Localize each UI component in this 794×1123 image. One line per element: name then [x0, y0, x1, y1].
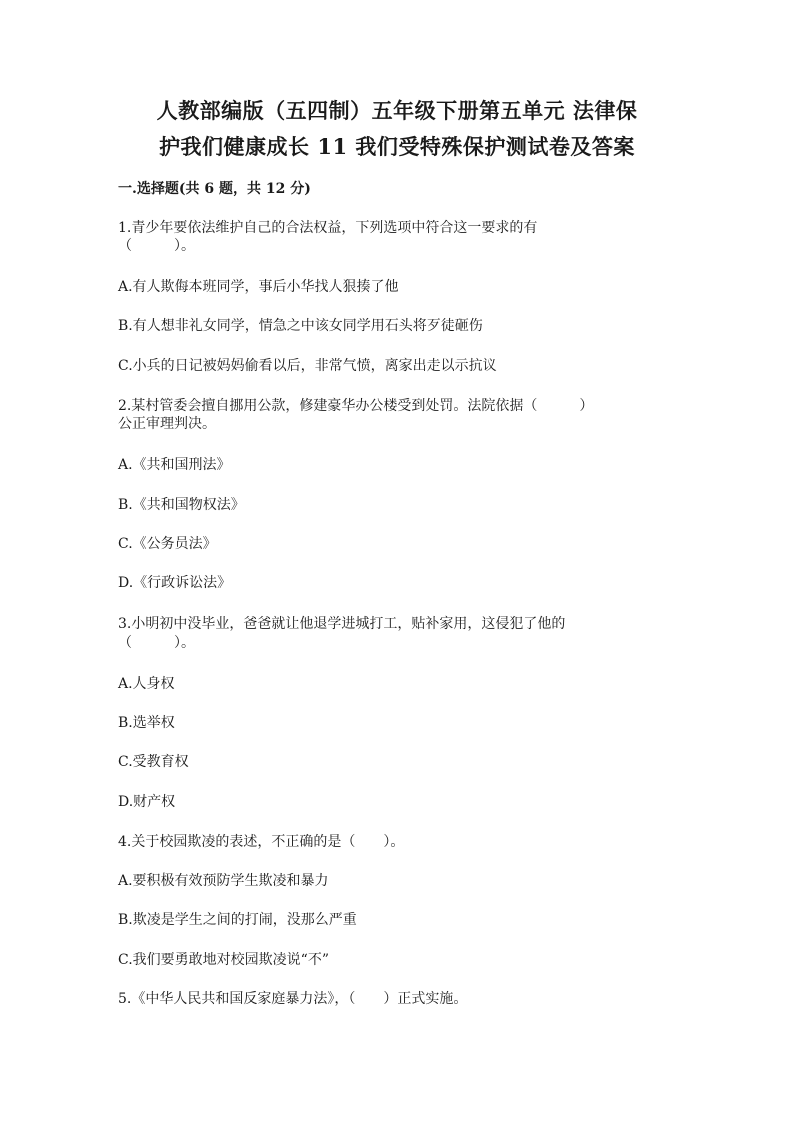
question-2-stem-line-2: 公正审理判决。	[118, 416, 216, 432]
question-3-stem-line-2: （ ）。	[118, 635, 195, 651]
question-3-stem-line-1: 3.小明初中没毕业，爸爸就让他退学进城打工，贴补家用，这侵犯了他的	[118, 616, 566, 632]
question-2-stem-line-1: 2.某村管委会擅自挪用公款，修建豪华办公楼受到处罚。法院依据（ ）	[118, 398, 594, 414]
question-1-option-b: B.有人想非礼女同学，情急之中该女同学用石头将歹徒砸伤	[118, 318, 483, 334]
document-title-line-2: 护我们健康成长 11 我们受特殊保护测试卷及答案	[159, 134, 635, 159]
question-2-option-d: D.《行政诉讼法》	[118, 575, 232, 591]
question-3-option-c: C.受教育权	[118, 754, 189, 770]
question-1-option-c: C.小兵的日记被妈妈偷看以后，非常气愤，离家出走以示抗议	[118, 358, 497, 374]
document-title-line-1: 人教部编版（五四制）五年级下册第五单元 法律保	[156, 98, 638, 123]
question-4-option-b: B.欺凌是学生之间的打闹，没那么严重	[118, 912, 357, 928]
question-1-stem-line-1: 1.青少年要依法维护自己的合法权益，下列选项中符合这一要求的有	[118, 220, 538, 236]
question-2-option-b: B.《共和国物权法》	[118, 497, 245, 513]
section-heading: 一.选择题(共 6 题，共 12 分)	[118, 181, 311, 197]
question-3-option-d: D.财产权	[118, 794, 176, 810]
question-2-option-a: A.《共和国刑法》	[118, 457, 231, 473]
question-3-option-b: B.选举权	[118, 715, 175, 731]
question-1-stem-line-2: （ ）。	[118, 238, 195, 254]
question-4-option-a: A.要积极有效预防学生欺凌和暴力	[118, 873, 329, 889]
question-5-stem: 5.《中华人民共和国反家庭暴力法》，（ ）正式实施。	[118, 991, 468, 1007]
question-3-option-a: A.人身权	[118, 676, 175, 692]
question-4-option-c: C.我们要勇敢地对校园欺凌说“不”	[118, 952, 329, 968]
question-1-option-a: A.有人欺侮本班同学，事后小华找人狠揍了他	[118, 279, 399, 295]
question-4-stem: 4.关于校园欺凌的表述，不正确的是（ ）。	[118, 834, 405, 850]
question-2-option-c: C.《公务员法》	[118, 536, 217, 552]
